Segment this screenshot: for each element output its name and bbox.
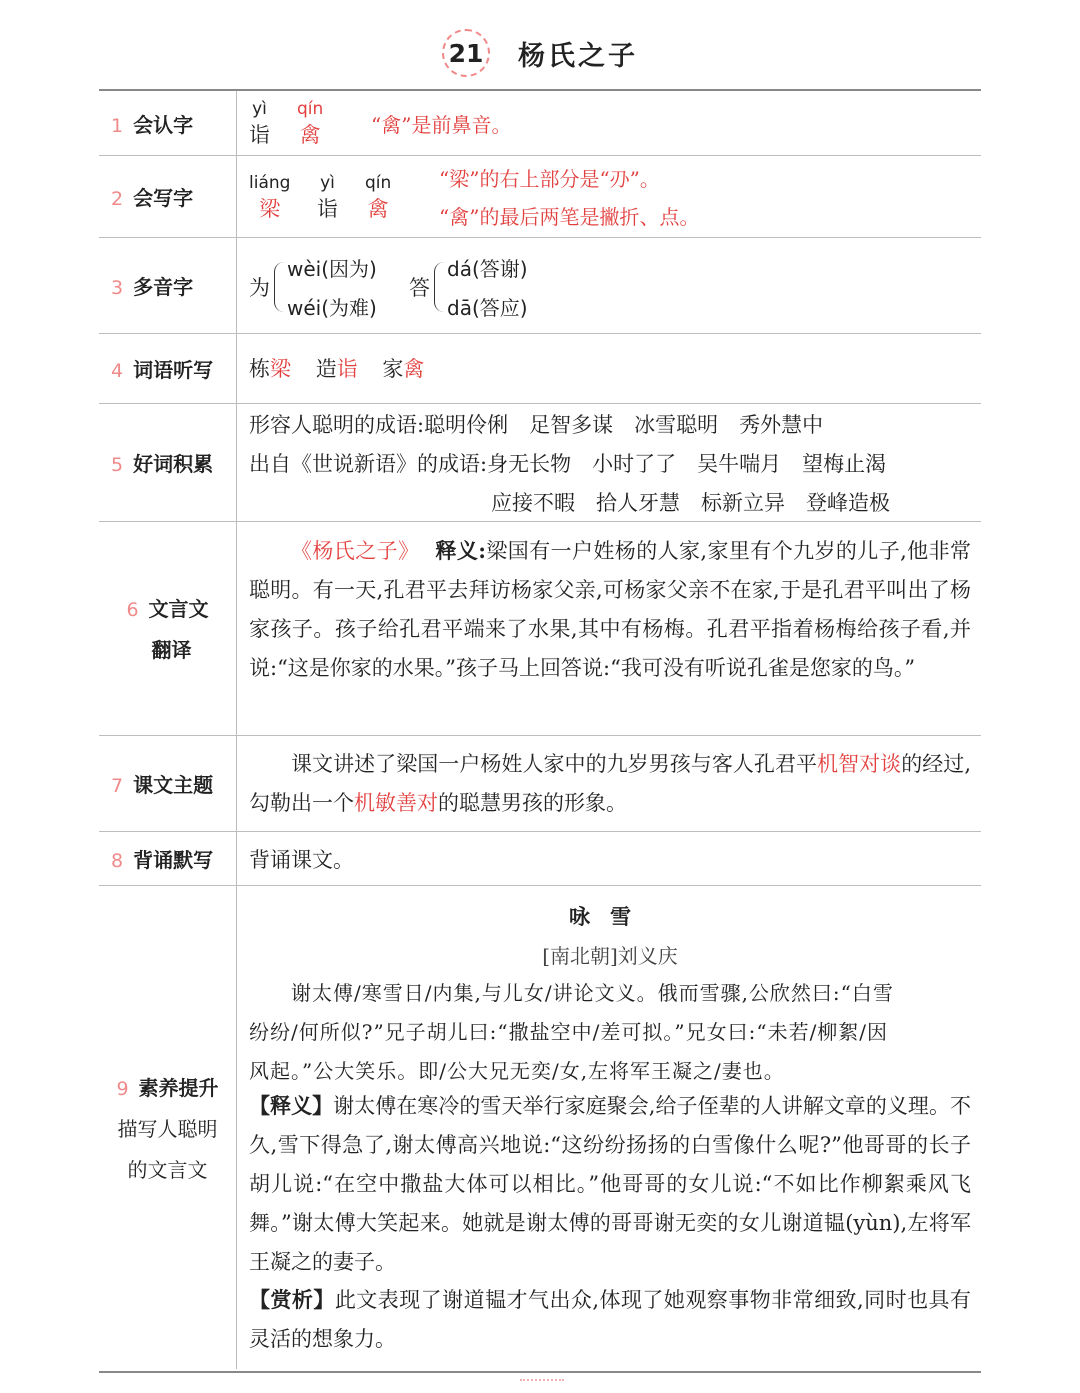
poem-line: 纷纷/何所似?”兄子胡儿曰:“撒盐空中/差可拟。”兄女曰:“未若/柳絮/因 (249, 1020, 889, 1044)
lesson-header (0, 28, 1080, 78)
row-polyphonic-chars: 3 多音字 为 wèi(因为) wéi(为难) 答 dá(答谢) dā(答应) (99, 237, 981, 334)
writing-note: “梁”的右上部分是“刅”。 (439, 167, 660, 191)
row-good-words: 5 好词积累 形容人聪明的成语:聪明伶俐 足智多谋 冰雪聪明 秀外慧中 出自《世说新语》的成语:身无长物 小时了了 吴牛喘月 望梅止渴 应接不暇 拾人牙慧 标新立异 登峰造极 (99, 403, 981, 522)
brace-icon (274, 262, 285, 312)
idiom-line: 形容人聪明的成语:聪明伶俐 足智多谋 冰雪聪明 秀外慧中 (249, 413, 824, 437)
appreciation-text: 【赏析】此文表现了谢道韫才气出众,体现了她观察事物非常细致,同时也具有灵活的想象力。 (249, 1288, 971, 1351)
row-theme: 7 课文主题 课文讲述了梁国一户杨姓人家中的九岁男孩与客人孔君平机智对谈的经过,勾勒出一个机敏善对的聪慧男孩的形象。 (99, 735, 981, 832)
poem-title: 咏雪 (569, 904, 651, 929)
row-label: 多音字 (133, 274, 194, 299)
row-dictation: 4 词语听写 栋梁 造诣 家禽 (99, 333, 981, 404)
polyphone-group: 为 wèi(因为) wéi(为难) (249, 257, 377, 320)
row-extension: 9 素养提升 描写人聪明 的文言文 咏雪 [南北朝]刘义庆 谢太傅/寒雪日/内集,与儿女/讲论文义。俄而雪骤,公欣然曰:“白雪 纷纷/何所似?”兄子胡儿曰:“撒盐空中/差可拟。”兄女曰:“未若/柳絮/因 风起。”公大笑乐。即/公大兄无奕/女,左将军王凝之/妻也。 【释义】谢太傅在寒冷的雪天举行家庭聚会,给子侄辈的人讲解文章的义理。不久,雪下得急了,谢太傅高兴地说:“这纷纷扬扬的白雪像什么呢?”他哥哥的长子胡儿说:“在空中撒盐大体可以相比。”他哥哥的女儿说:“不如比作柳絮乘风飞舞。”谢太傅大笑起来。她就是谢太傅的哥哥谢无奕的女儿谢道韫(yùn),左将军王凝之的妻子。 【赏析】此文表现了谢道韫才气出众,体现了她观察事物非常细致,同时也具有灵活的想象力。 (99, 885, 981, 1369)
row-recognize-chars: 1 会认字 yì 诣 qín 禽 “禽”是前鼻音。 (99, 91, 981, 156)
char-card: yì 诣 (317, 173, 338, 221)
row-label: 词语听写 (133, 357, 214, 382)
char-card: yì 诣 (249, 99, 270, 147)
idiom-line: 出自《世说新语》的成语:身无长物 小时了了 吴牛喘月 望梅止渴 (249, 452, 887, 476)
study-table (99, 89, 981, 1373)
page-mark (520, 1379, 564, 1389)
row-label: 会写字 (133, 185, 194, 210)
row-write-chars: 2 会写字 liáng 梁 yì 诣 qín 禽 “梁”的右上部分是“刅”。 “禽”的最后两笔是撇折、点。 (99, 155, 981, 238)
row-label: 背诵默写 (133, 847, 214, 872)
theme-text: 课文讲述了梁国一户杨姓人家中的九岁男孩与客人孔君平机智对谈的经过,勾勒出一个机敏善对的聪慧男孩的形象。 (249, 752, 972, 815)
recite-text: 背诵课文。 (249, 848, 354, 872)
row-label: 会认字 (133, 112, 194, 137)
row-label: 好词积累 (133, 451, 214, 476)
dictation-words: 栋梁 造诣 家禽 (249, 357, 425, 381)
row-label: 素养提升 (138, 1075, 219, 1100)
translation-text: 《杨氏之子》 释义:梁国有一户姓杨的人家,家里有个九岁的儿子,他非常聪明。有一天,孔君平去拜访杨家父亲,可杨家父亲不在家,于是孔君平叫出了杨家孩子。孩子给孔君平端来了水果,其中有杨梅。孔君平指着杨梅给孩子看,并说:“这是你家的水果。”孩子马上回答说:“我可没有听说孔雀是您家的鸟。” (249, 538, 971, 680)
polyphone-group: 答 dá(答谢) dā(答应) (409, 257, 528, 320)
char-card: qín 禽 (365, 173, 392, 221)
poem-line: 谢太傅/寒雪日/内集,与儿女/讲论文义。俄而雪骤,公欣然曰:“白雪 (291, 981, 894, 1005)
brace-icon (434, 262, 445, 312)
lesson-title: 杨氏之子 (518, 40, 638, 72)
char-card: liáng 梁 (249, 173, 291, 221)
poem-author: [南北朝]刘义庆 (542, 944, 678, 968)
lesson-number-badge: 21 (442, 29, 490, 77)
row-recite: 8 背诵默写 背诵课文。 (99, 831, 981, 886)
row-label: 课文主题 (133, 772, 214, 797)
idiom-line: 应接不暇 拾人牙慧 标新立异 登峰造极 (491, 491, 890, 515)
meaning-text: 【释义】谢太傅在寒冷的雪天举行家庭聚会,给子侄辈的人讲解文章的义理。不久,雪下得急了,谢太傅高兴地说:“这纷纷扬扬的白雪像什么呢?”他哥哥的长子胡儿说:“在空中撒盐大体可以相比。”他哥哥的女儿说:“不如比作柳絮乘风飞舞。”谢太傅大笑起来。她就是谢太傅的哥哥谢无奕的女儿谢道韫(yùn),左将军王凝之的妻子。 (249, 1094, 971, 1274)
poem-line: 风起。”公大笑乐。即/公大兄无奕/女,左将军王凝之/妻也。 (249, 1059, 785, 1083)
row-label: 文言文 (148, 597, 209, 621)
char-card: qín 禽 (297, 99, 324, 147)
pronunciation-note: “禽”是前鼻音。 (371, 113, 512, 137)
writing-note: “禽”的最后两笔是撇折、点。 (439, 205, 700, 229)
row-translation: 6 文言文 翻译 《杨氏之子》 释义:梁国有一户姓杨的人家,家里有个九岁的儿子,他非常聪明。有一天,孔君平去拜访杨家父亲,可杨家父亲不在家,于是孔君平叫出了杨家孩子。孩子给孔君平端来了水果,其中有杨梅。孔君平指着杨梅给孩子看,并说:“这是你家的水果。”孩子马上回答说:“我可没有听说孔雀是您家的鸟。” (99, 521, 981, 736)
